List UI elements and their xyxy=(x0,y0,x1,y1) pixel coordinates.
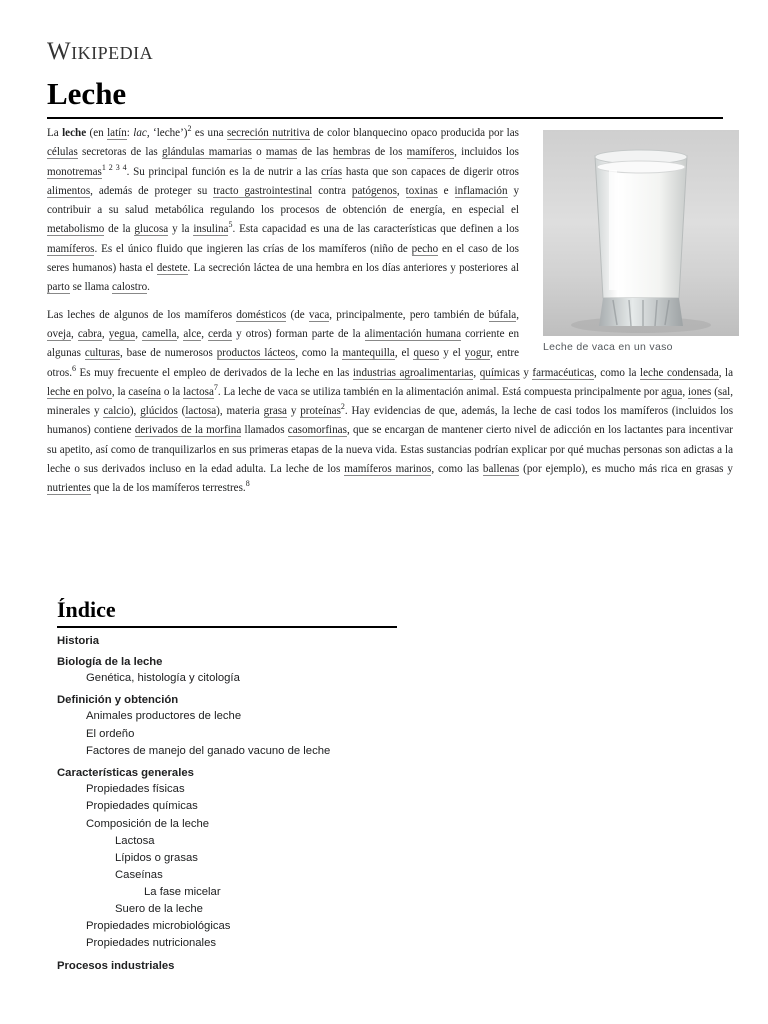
text: se llama xyxy=(69,281,112,294)
link-insulina[interactable]: insulina xyxy=(193,223,229,236)
text: , xyxy=(682,385,688,398)
link-agua[interactable]: agua xyxy=(661,385,683,398)
link-mantequilla[interactable]: mantequilla xyxy=(342,347,395,360)
reference[interactable]: 2 xyxy=(340,402,345,412)
toc-item[interactable]: El ordeño xyxy=(86,727,135,740)
text: corriente en algunas xyxy=(47,327,520,360)
text: ( xyxy=(177,405,186,418)
toc-item[interactable]: Suero de la leche xyxy=(115,903,203,916)
text: ‘leche’) xyxy=(149,127,188,139)
text: de la xyxy=(104,223,135,236)
text: . La leche de vaca se utiliza también en la alimentación animal. Está compuesta principalmente por xyxy=(217,385,662,398)
link-glucidos[interactable]: glúcidos xyxy=(140,405,178,418)
text: que la de los mamíferos terrestres. xyxy=(90,482,246,495)
text: Las leches de algunos de los mamíferos xyxy=(47,308,237,321)
text: , la xyxy=(111,385,129,398)
toc-item[interactable]: Propiedades microbiológicas xyxy=(86,920,231,933)
link-glandulas[interactable]: glándulas mamarias xyxy=(161,146,252,159)
text: Es muy frecuente el empleo de derivados de la leche en las xyxy=(75,366,353,379)
link-alce[interactable]: alce xyxy=(183,327,202,340)
toc-item[interactable]: Propiedades nutricionales xyxy=(86,937,216,950)
toc-item[interactable]: Composición de la leche xyxy=(86,817,210,830)
link-destete[interactable]: destete xyxy=(156,262,188,275)
link-nutrientes[interactable]: nutrientes xyxy=(47,482,91,495)
text: e xyxy=(437,184,455,197)
reference[interactable]: 7 xyxy=(213,382,218,392)
link-sal[interactable]: sal xyxy=(717,385,731,398)
link-yegua[interactable]: yegua xyxy=(108,327,136,340)
text: (por ejemplo), es mucho más rica en grasas y xyxy=(519,463,733,476)
text: hasta que son capaces de digerir otros xyxy=(342,165,519,178)
link-alimentos[interactable]: alimentos xyxy=(47,184,91,197)
link-monotremas[interactable]: monotremas xyxy=(47,165,102,178)
text: : xyxy=(126,127,134,139)
toc-item[interactable]: Animales productores de leche xyxy=(86,710,242,723)
text: ( xyxy=(711,385,718,398)
italic-lac: lac, xyxy=(133,127,150,139)
text: es una xyxy=(191,127,227,139)
link-condensada[interactable]: leche condensada xyxy=(640,366,719,379)
link-casomorfinas[interactable]: casomorfinas xyxy=(287,424,347,437)
link-mamiferos-marinos[interactable]: mamíferos marinos xyxy=(344,463,432,476)
text: , minerales y xyxy=(47,385,734,418)
text: , base de numerosos xyxy=(119,347,217,360)
link-celulas[interactable]: células xyxy=(47,146,78,159)
text: de las xyxy=(297,146,333,159)
link-mamiferos[interactable]: mamíferos xyxy=(406,146,455,159)
text: La xyxy=(47,127,63,139)
text: llamados xyxy=(241,424,288,437)
toc-item[interactable]: Lactosa xyxy=(115,835,155,848)
text: de color blanquecino opaco producida por las xyxy=(309,127,519,139)
toc-item[interactable]: Lípidos o grasas xyxy=(115,852,198,865)
link-alimentacion[interactable]: alimentación humana xyxy=(364,327,462,340)
link-secrecion[interactable]: secreción nutritiva xyxy=(226,127,310,139)
text: . xyxy=(147,281,150,294)
figure-caption: Leche de vaca en un vaso xyxy=(543,341,673,353)
text: , el xyxy=(394,347,414,360)
text: , xyxy=(71,327,78,340)
text: ), materia xyxy=(216,405,264,418)
toc-item[interactable]: Propiedades químicas xyxy=(86,800,198,813)
link-toxinas[interactable]: toxinas xyxy=(405,184,438,197)
text: , xyxy=(101,327,109,340)
wikipedia-wordmark[interactable] xyxy=(47,38,153,66)
link-mamiferos[interactable]: mamíferos xyxy=(47,242,95,255)
link-industrias[interactable]: industrias agroalimentarias xyxy=(352,366,474,379)
link-caseina[interactable]: caseína xyxy=(128,385,161,398)
link-inflamacion[interactable]: inflamación xyxy=(454,184,508,197)
link-proteinas[interactable]: proteínas xyxy=(300,405,341,418)
page-title: Leche xyxy=(47,76,127,111)
link-parto[interactable]: parto xyxy=(47,281,70,294)
link-queso[interactable]: queso xyxy=(413,347,440,360)
link-hembras[interactable]: hembras xyxy=(332,146,371,159)
reference[interactable]: 2 xyxy=(187,124,192,133)
link-polvo[interactable]: leche en polvo xyxy=(47,385,112,398)
text: y contribuir a su salud metabólica regulando los procesos de obtención de energía, en especial el xyxy=(47,184,520,217)
link-derivados-morfina[interactable]: derivados de la morfina xyxy=(134,424,242,437)
bold-term: leche xyxy=(62,127,87,139)
text: ), xyxy=(129,405,141,418)
reference[interactable]: 6 xyxy=(71,363,76,373)
text: (en xyxy=(86,127,108,139)
text: , principalmente, pero también de xyxy=(329,308,489,321)
milk-figure xyxy=(543,130,743,357)
toc-list xyxy=(57,633,397,974)
text: . Es el único fluido que ingieren las crías de los mamíferos (niño de xyxy=(94,242,412,255)
link-quimicas[interactable]: químicas xyxy=(479,366,520,379)
text: . La secreción láctea de una hembra en los días anteriores y posteriores al xyxy=(187,262,520,275)
link-cabra[interactable]: cabra xyxy=(77,327,102,340)
text: . Su principal función es la de nutrir a las xyxy=(126,165,322,178)
text: , xyxy=(473,366,480,379)
link-grasa[interactable]: grasa xyxy=(263,405,287,418)
link-ballenas[interactable]: ballenas xyxy=(482,463,520,476)
reference[interactable]: 1 2 3 4 xyxy=(101,162,127,172)
link-oveja[interactable]: oveja xyxy=(47,327,72,340)
link-latin[interactable]: latín xyxy=(107,127,127,139)
toc-title: Índice xyxy=(57,597,397,628)
text: y la xyxy=(168,223,194,236)
link-bufala[interactable]: búfala xyxy=(488,308,517,321)
text: , como la xyxy=(594,366,641,379)
text: en el caso de los seres humanos) hasta el xyxy=(47,242,519,275)
toc-item[interactable]: Genética, histología y citología xyxy=(86,672,240,684)
text: y otros) forman parte de la xyxy=(232,327,365,340)
toc-item[interactable]: Factores de manejo del ganado vacuno de leche xyxy=(86,744,331,757)
link-iones[interactable]: iones xyxy=(687,385,712,398)
link-yogur[interactable]: yogur xyxy=(464,347,491,360)
link-patogenos[interactable]: patógenos xyxy=(351,184,397,197)
milk-glass-image[interactable] xyxy=(543,130,739,336)
text: , además de proteger su xyxy=(90,184,214,197)
text: , incluidos los xyxy=(454,146,519,159)
text: , xyxy=(516,308,519,321)
toc-item[interactable]: La fase micelar xyxy=(144,886,221,899)
table-of-contents xyxy=(57,597,397,974)
text: o la xyxy=(160,385,184,398)
article-body xyxy=(47,124,733,507)
text: , como las xyxy=(431,463,483,476)
toc-item[interactable]: Caseínas xyxy=(115,869,163,882)
text: , como la xyxy=(295,347,343,360)
reference[interactable]: 8 xyxy=(245,479,250,489)
link-lactosa[interactable]: lactosa xyxy=(185,405,217,418)
text: . Hay evidencias de que, además, la leche de casi todos los mamíferos (incluidos los humanos) contiene xyxy=(47,405,734,437)
text: , xyxy=(396,184,406,197)
link-culturas[interactable]: culturas xyxy=(84,347,120,360)
text: . Esta capacidad es una de las características que definen a los xyxy=(232,223,519,236)
title-divider xyxy=(47,117,723,119)
link-calostro[interactable]: calostro xyxy=(112,281,148,294)
text: o xyxy=(251,146,266,159)
text: contra xyxy=(312,184,352,197)
link-domesticos[interactable]: domésticos xyxy=(236,308,287,321)
toc-item[interactable]: Características generales xyxy=(57,767,194,780)
link-pecho[interactable]: pecho xyxy=(411,242,439,255)
link-camella[interactable]: camella xyxy=(142,327,177,340)
reference[interactable]: 5 xyxy=(228,220,233,230)
text: de los xyxy=(370,146,407,159)
text: (de xyxy=(286,308,309,321)
text: , xyxy=(176,327,184,340)
text: , xyxy=(201,327,209,340)
toc-item[interactable]: Biología de la leche xyxy=(57,656,163,668)
link-calcio[interactable]: calcio xyxy=(103,405,130,418)
text: y xyxy=(519,366,533,379)
link-vaca[interactable]: vaca xyxy=(308,308,330,321)
toc-item[interactable]: Historia xyxy=(57,635,100,647)
milk-glass-drawing xyxy=(543,130,739,336)
text: , que se encargan de mantener cierto nivel de adicción en los lactantes para incentivar su apetito, así como de tranquilizarlos en sus primeras etapas de la nueva vida. Estas sustancias podrían explicar por qué muchas personas son adictas a la leche o sus derivados incluso en la edad adulta. La leche de los xyxy=(47,424,733,476)
text: , xyxy=(135,327,143,340)
link-cerda[interactable]: cerda xyxy=(208,327,233,340)
link-productos[interactable]: productos lácteos xyxy=(216,347,296,360)
toc-item[interactable]: Procesos industriales xyxy=(57,959,175,972)
link-mamas[interactable]: mamas xyxy=(265,146,298,159)
link-glucosa[interactable]: glucosa xyxy=(134,223,169,236)
link-metabolismo[interactable]: metabolismo xyxy=(47,223,105,236)
text: secretoras de las xyxy=(77,146,162,159)
toc-item[interactable]: Definición y obtención xyxy=(57,694,179,707)
link-farmaceuticas[interactable]: farmacéuticas xyxy=(532,366,594,379)
site-name: Wikipedia xyxy=(47,38,154,65)
text: , entre otros. xyxy=(47,347,520,379)
toc-item[interactable]: Propiedades físicas xyxy=(86,783,185,796)
text: y el xyxy=(439,347,465,360)
text: y xyxy=(287,405,301,418)
text: , la xyxy=(718,366,734,379)
link-crias[interactable]: crías xyxy=(321,165,343,178)
link-tracto[interactable]: tracto gastrointestinal xyxy=(213,184,313,197)
link-lactosa[interactable]: lactosa xyxy=(183,385,214,398)
